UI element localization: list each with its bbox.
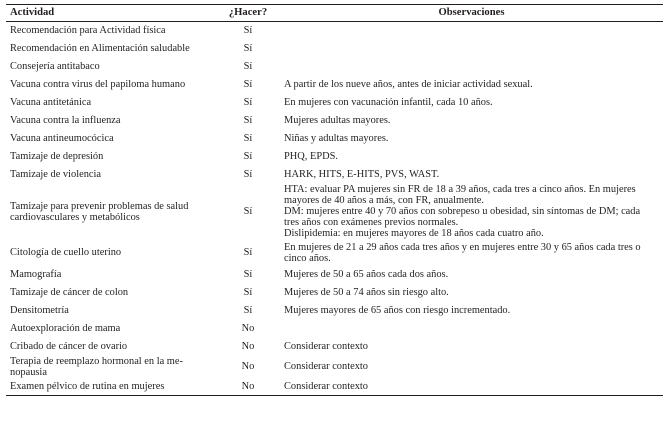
cell-hacer: Sí — [243, 269, 253, 280]
header-observaciones: Observaciones — [280, 5, 663, 22]
header-row — [6, 5, 663, 22]
table-row — [6, 166, 663, 184]
cell-actividad — [6, 356, 216, 378]
actividad-text: cardiovasculares y metabólicos — [10, 211, 140, 223]
cell-observaciones — [280, 356, 663, 378]
cell-actividad — [6, 240, 216, 266]
table-row — [6, 378, 663, 396]
cell-actividad — [6, 378, 216, 396]
cell-actividad — [6, 302, 216, 320]
table-row — [6, 302, 663, 320]
observacion-text: Mujeres mayores de 65 años con riesgo incrementado. — [284, 305, 511, 316]
table-row — [6, 40, 663, 58]
cell-observaciones — [280, 184, 663, 240]
cell-hacer: Sí — [243, 97, 253, 108]
observacion-text: Considerar contexto — [284, 341, 368, 352]
observacion-text: Mujeres de 50 a 65 años cada dos años. — [284, 269, 449, 280]
actividad-text: Mamografía — [10, 269, 62, 280]
cell-actividad — [6, 338, 216, 356]
actividad-text: Terapia de reemplazo hormonal en la me- — [10, 355, 183, 367]
cell-actividad — [6, 94, 216, 112]
actividad-text: nopausia — [10, 366, 47, 378]
cell-actividad — [6, 112, 216, 130]
actividad-text: Vacuna antitetánica — [10, 97, 92, 108]
cell-observaciones — [280, 76, 663, 94]
table-row — [6, 266, 663, 284]
cell-hacer: Sí — [243, 133, 253, 144]
cell-actividad — [6, 166, 216, 184]
actividad-text: Citología de cuello uterino — [10, 247, 122, 258]
observacion-text: DM: mujeres entre 40 y 70 años con sobrepeso u obesidad, sin síntomas de DM; cada — [284, 206, 641, 217]
actividad-text: Vacuna antineumocócica — [10, 133, 114, 144]
actividad-text: Cribado de cáncer de ovario — [10, 341, 128, 352]
table-row — [6, 58, 663, 76]
observacion-text: HTA: evaluar PA mujeres sin FR de 18 a 39 años, cada tres a cinco años. En mujeres — [284, 184, 636, 195]
cell-hacer: Sí — [243, 79, 253, 90]
header-actividad: Actividad — [6, 5, 216, 22]
table-header — [6, 5, 663, 22]
cell-hacer: Sí — [243, 43, 253, 54]
cell-actividad — [6, 266, 216, 284]
actividad-text: Vacuna contra virus del papiloma humano — [10, 79, 186, 90]
actividad-text: Densitometría — [10, 305, 69, 316]
table-row — [6, 184, 663, 240]
cell-hacer: No — [241, 323, 255, 334]
cell-hacer: Sí — [243, 206, 253, 217]
cell-observaciones — [280, 266, 663, 284]
header-hacer: ¿Hacer? — [216, 5, 280, 22]
cell-observaciones — [280, 240, 663, 266]
cell-hacer: Sí — [243, 169, 253, 180]
cell-observaciones — [280, 130, 663, 148]
cell-actividad — [6, 22, 216, 40]
observacion-text: tres años con exámenes previos normales. — [284, 217, 459, 228]
observacion-text: Considerar contexto — [284, 380, 368, 392]
cell-observaciones — [280, 320, 663, 338]
cell-observaciones — [280, 338, 663, 356]
observacion-text: Mujeres de 50 a 74 años sin riesgo alto. — [284, 287, 449, 298]
table-row — [6, 130, 663, 148]
table-body — [6, 22, 663, 396]
cell-hacer: No — [241, 361, 255, 372]
observacion-text: Niñas y adultas mayores. — [284, 133, 389, 144]
cell-actividad — [6, 58, 216, 76]
observacion-text: A partir de los nueve años, antes de iniciar actividad sexual. — [284, 79, 533, 90]
observacion-text: En mujeres con vacunación infantil, cada 10 años. — [284, 97, 493, 108]
actividad-text: Recomendación para Actividad física — [10, 25, 166, 37]
actividad-text: Tamizaje para prevenir problemas de salud — [10, 200, 189, 212]
actividad-text: Tamizaje de violencia — [10, 169, 102, 180]
cell-hacer: No — [241, 341, 255, 352]
table-row — [6, 112, 663, 130]
cell-hacer: Sí — [243, 287, 253, 298]
cell-hacer: No — [216, 378, 280, 396]
cell-observaciones — [280, 166, 663, 184]
observacion-text: Dislipidemia: en mujeres mayores de 18 años cada cuatro año. — [284, 228, 544, 239]
actividad-text: Examen pélvico de rutina en mujeres — [10, 380, 165, 392]
table-row — [6, 320, 663, 338]
cell-hacer: Sí — [243, 61, 253, 72]
observacion-text: En mujeres de 21 a 29 años cada tres años y en mujeres entre 30 y 65 años cada tres o — [284, 241, 641, 253]
observacion-text: cinco años. — [284, 252, 331, 264]
table-row — [6, 94, 663, 112]
cell-hacer: Sí — [243, 151, 253, 162]
actividad-text: Consejería antitabaco — [10, 61, 100, 72]
cell-actividad — [6, 184, 216, 240]
cell-observaciones — [280, 302, 663, 320]
observacion-text: Mujeres adultas mayores. — [284, 115, 391, 126]
actividad-text: Autoexploración de mama — [10, 323, 121, 334]
cell-actividad — [6, 40, 216, 58]
cell-actividad — [6, 76, 216, 94]
cell-hacer: Sí — [243, 115, 253, 126]
observacion-text: PHQ, EPDS. — [284, 151, 338, 162]
table-row — [6, 240, 663, 266]
actividad-text: Vacuna contra la influenza — [10, 115, 121, 126]
cell-observaciones — [280, 58, 663, 76]
cell-observaciones — [280, 284, 663, 302]
observacion-text: mayores de 40 años a más, con FR, anualmente. — [284, 195, 484, 206]
actividad-text: Recomendación en Alimentación saludable — [10, 43, 190, 54]
table-row — [6, 356, 663, 378]
cell-hacer: Sí — [243, 247, 253, 258]
cell-observaciones — [280, 148, 663, 166]
cell-observaciones — [280, 40, 663, 58]
cell-actividad — [6, 284, 216, 302]
observacion-text: HARK, HITS, E-HITS, PVS, WAST. — [284, 169, 440, 180]
recommendations-table — [6, 4, 663, 396]
table-row — [6, 22, 663, 40]
cell-actividad — [6, 320, 216, 338]
table-row — [6, 76, 663, 94]
cell-observaciones — [280, 22, 663, 40]
table-row — [6, 338, 663, 356]
cell-observaciones — [280, 94, 663, 112]
table-row — [6, 284, 663, 302]
cell-actividad — [6, 130, 216, 148]
cell-actividad — [6, 148, 216, 166]
cell-observaciones — [280, 112, 663, 130]
cell-hacer: Sí — [243, 25, 253, 37]
cell-hacer: Sí — [243, 305, 253, 316]
cell-observaciones — [280, 378, 663, 396]
actividad-text: Tamizaje de cáncer de colon — [10, 287, 129, 298]
actividad-text: Tamizaje de depresión — [10, 151, 104, 162]
table-row — [6, 148, 663, 166]
observacion-text: Considerar contexto — [284, 361, 368, 372]
